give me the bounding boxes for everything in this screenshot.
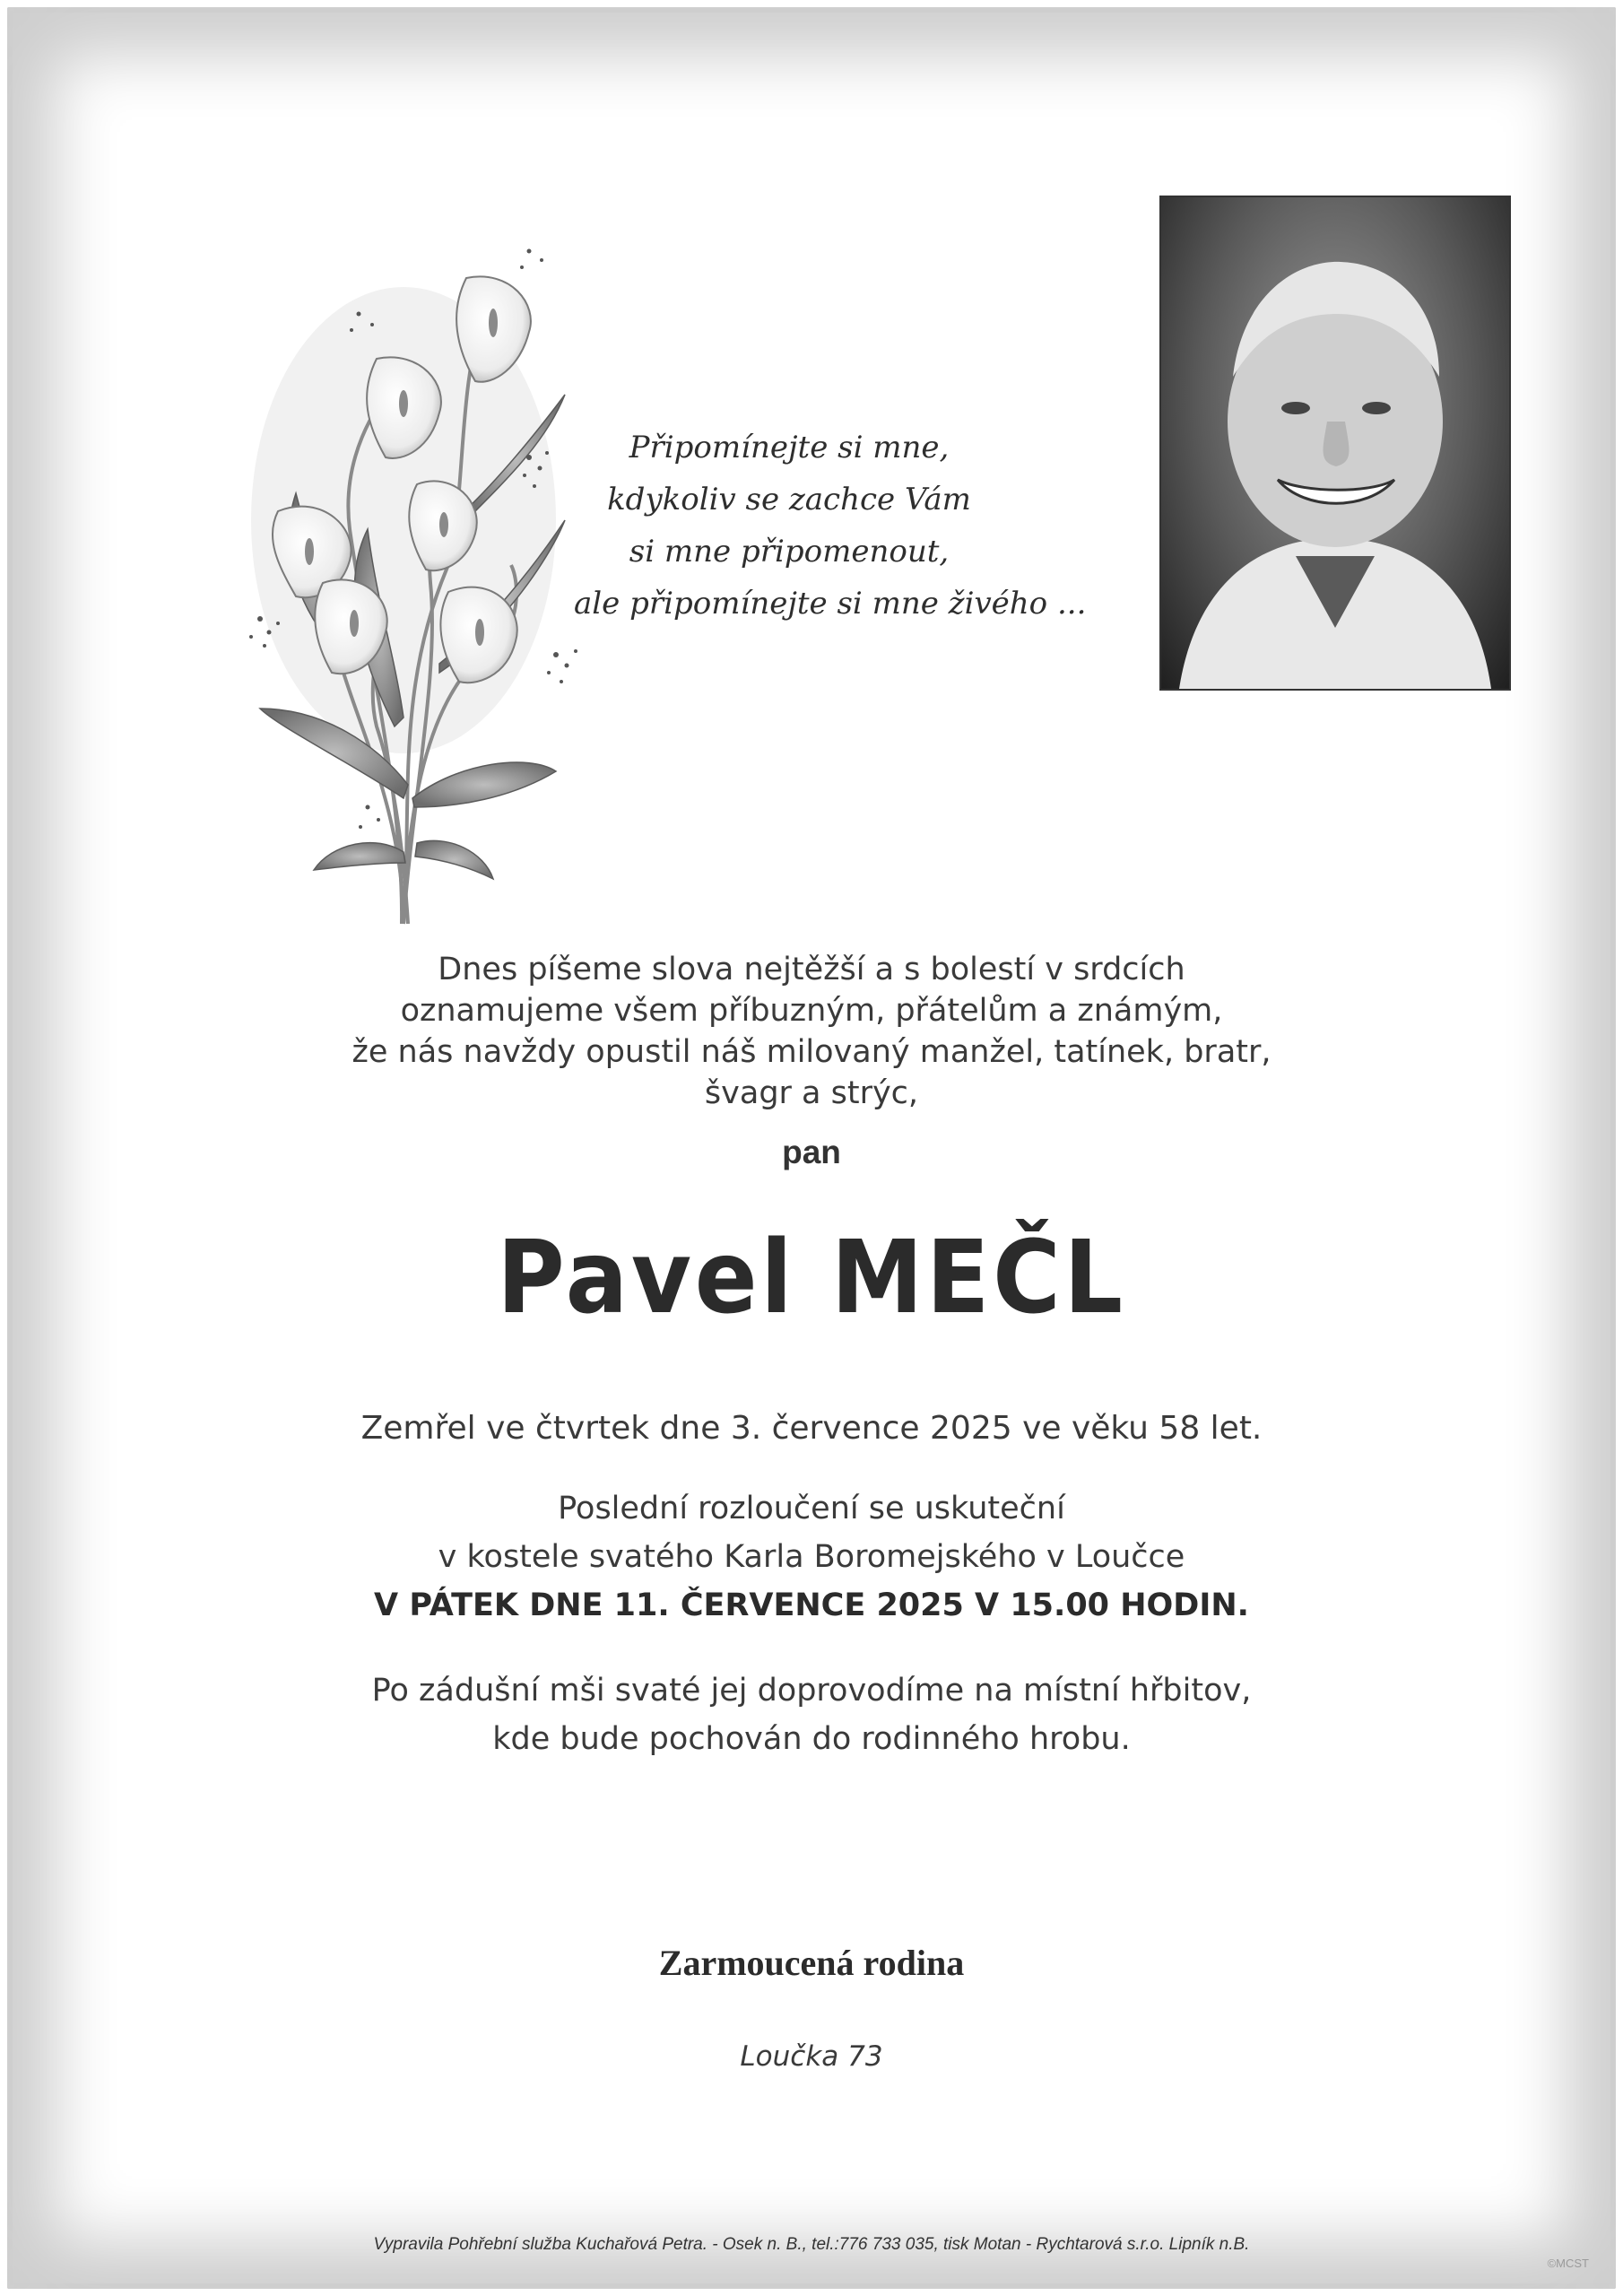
death-info: Zemřel ve čtvrtek dne 3. července 2025 ve věku 58 let.	[360, 1410, 1263, 1447]
announcement-text	[0, 949, 1623, 1114]
calla-lily-illustration	[224, 224, 619, 942]
announcement-line: že nás navždy opustil náš milovaný manžel, tatínek, bratr,	[352, 1034, 1271, 1070]
portrait-photo	[1159, 196, 1511, 691]
funeral-line: Poslední rozloučení se uskuteční	[558, 1491, 1065, 1526]
poem-line: si mne připomenout,	[629, 534, 950, 570]
portrait-silhouette	[1161, 197, 1509, 689]
funeral-line: v kostele svatého Karla Boromejského v Loučce	[438, 1539, 1185, 1575]
copyright-stamp: ©MCST	[1547, 2257, 1589, 2270]
burial-line: Po zádušní mši svaté jej doprovodíme na místní hřbitov,	[371, 1673, 1252, 1709]
announcement-line: oznamujeme všem příbuzným, přátelům a známým,	[400, 993, 1223, 1029]
poem-line: kdykoliv se zachce Vám	[607, 482, 971, 517]
memorial-poem	[574, 422, 1087, 630]
announcement-line: švagr a strýc,	[704, 1075, 919, 1111]
family-signature: Zarmoucená rodina	[658, 1943, 965, 1983]
deceased-name: Pavel MEČL	[497, 1220, 1126, 1336]
footer-credits: Vypravila Pohřební služba Kuchařová Petra. - Osek n. B., tel.:776 733 035, tisk Motan - Rychtarová s.r.o. Lipník n.B.	[373, 2235, 1250, 2254]
burial-line: kde bude pochován do rodinného hrobu.	[492, 1721, 1131, 1757]
burial-info	[0, 1666, 1623, 1763]
title-word: pan	[782, 1134, 841, 1170]
funeral-datetime: V PÁTEK DNE 11. ČERVENCE 2025 V 15.00 HODIN.	[374, 1587, 1249, 1623]
announcement-line: Dnes píšeme slova nejtěžší a s bolestí v srdcích	[438, 952, 1185, 987]
poem-line: Připomínejte si mne,	[629, 430, 950, 465]
funeral-info	[0, 1484, 1623, 1630]
poem-line: ale připomínejte si mne živého ...	[574, 586, 1087, 622]
address: Loučka 73	[740, 2040, 883, 2073]
